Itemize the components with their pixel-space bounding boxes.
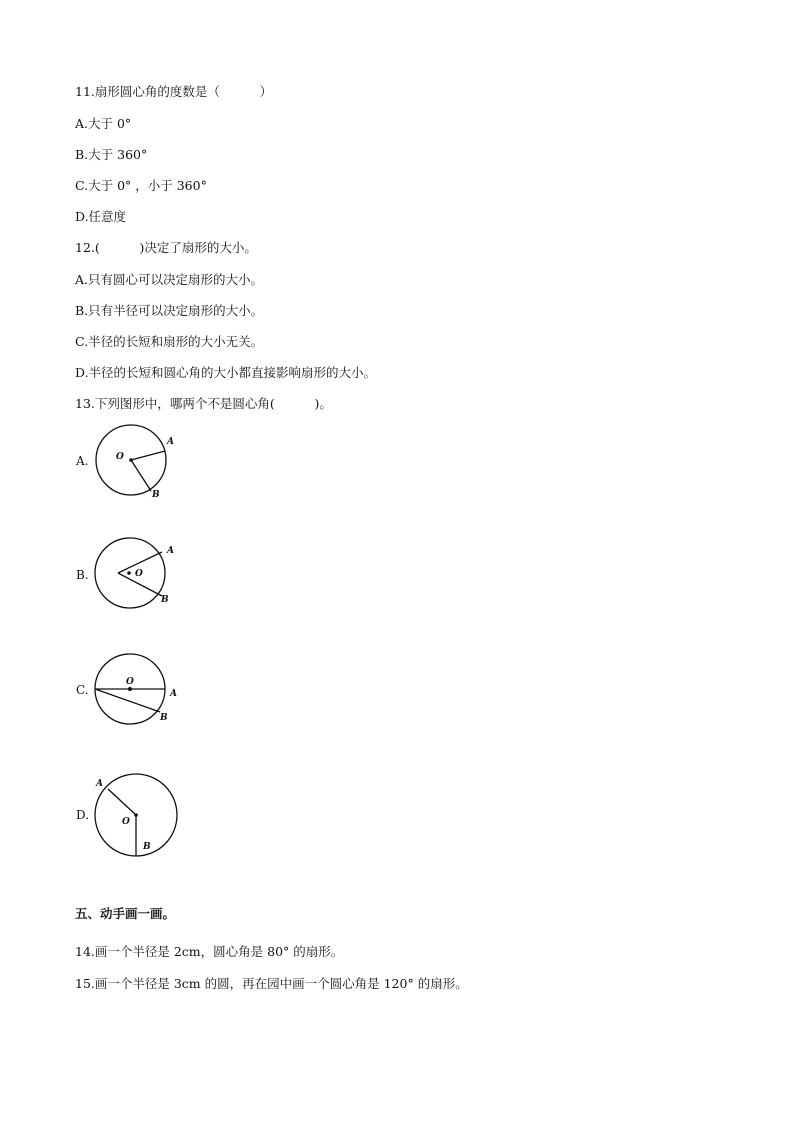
question-12-option-d: D.半径的长短和圆心角的大小都直接影响扇形的大小。 (75, 365, 377, 380)
figure-c-label: C. (76, 683, 89, 697)
figure-b-label: B. (76, 568, 89, 582)
figure-c-point-b: B (160, 713, 168, 723)
figure-c-point-o: O (126, 677, 134, 687)
figure-a-point-a: A (167, 437, 174, 447)
figure-a-circle-diagram (88, 420, 188, 510)
figure-d-point-o: O (122, 817, 130, 827)
figure-b-circle-diagram (88, 533, 188, 623)
question-11-option-a: A.大于 0° (75, 116, 132, 131)
question-11-stem: 11.扇形圆心角的度数是（ ） (75, 84, 273, 99)
question-15: 15.画一个半径是 3cm 的圆，再在园中画一个圆心角是 120° 的扇形。 (75, 976, 468, 991)
figure-d-point-a: A (96, 779, 103, 789)
figure-c-circle-diagram (88, 648, 188, 738)
question-12-option-c: C.半径的长短和扇形的大小无关。 (75, 334, 264, 349)
question-13-stem: 13.下列图形中，哪两个不是圆心角( )。 (75, 396, 332, 411)
figure-d-point-b: B (143, 842, 151, 852)
question-11-option-b: B.大于 360° (75, 147, 148, 162)
figure-d-label: D. (76, 808, 90, 822)
question-12-option-b: B.只有半径可以决定扇形的大小。 (75, 303, 264, 318)
figure-b-point-o: O (135, 569, 143, 579)
figure-b-point-a: A (167, 546, 174, 556)
figure-c-point-a: A (170, 689, 177, 699)
figure-a-point-b: B (152, 490, 160, 500)
question-12-option-a: A.只有圆心可以决定扇形的大小。 (75, 272, 264, 287)
question-14: 14.画一个半径是 2cm，圆心角是 80° 的扇形。 (75, 944, 344, 959)
figure-d-circle-diagram (88, 775, 188, 865)
section-5-title: 五、动手画一画。 (75, 906, 176, 921)
question-11-option-d: D.任意度 (75, 209, 127, 224)
question-11-option-c: C.大于 0° ，小于 360° (75, 178, 207, 193)
question-12-stem: 12.( )决定了扇形的大小。 (75, 240, 257, 255)
figure-b-point-b: B (161, 595, 169, 605)
figure-a-label: A. (76, 454, 89, 468)
figure-a-point-o: O (116, 452, 124, 462)
